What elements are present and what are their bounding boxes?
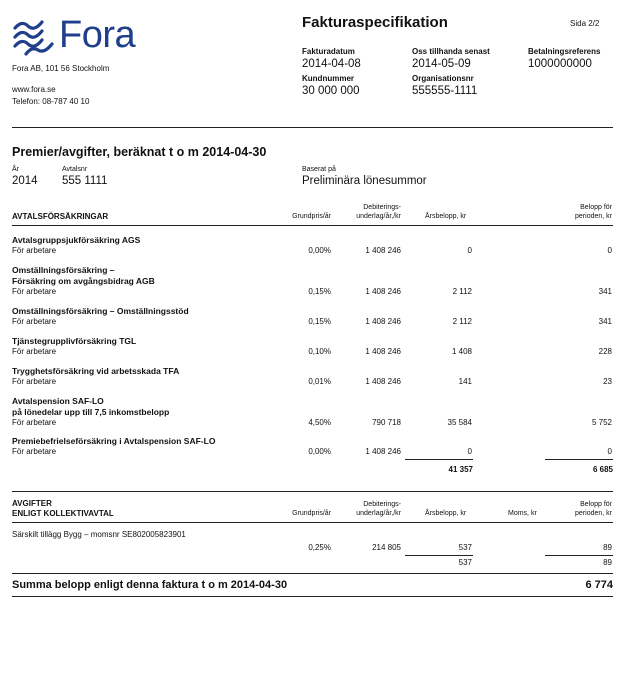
row-subtitle: För arbetare (12, 347, 57, 356)
row-subtitle: För arbetare (12, 287, 57, 296)
section2-title-2: ENLIGT KOLLEKTIVAVTAL (12, 509, 114, 518)
row-debit-basis: 1 408 246 (365, 447, 401, 456)
row-subtitle: För arbetare (12, 246, 57, 255)
page-number: Sida 2/2 (570, 19, 600, 28)
col-base-header: Grundpris/år (292, 213, 331, 220)
special-fee-title: Särskilt tillägg Bygg – momsnr SE802005823901 (12, 530, 186, 539)
col-year-header: Årsbelopp, kr (425, 510, 467, 517)
col-period-header-1: Belopp för (580, 204, 612, 211)
col-base-header: Grundpris/år (292, 510, 331, 517)
col-deb-header-2: underlag/år,/kr (356, 510, 401, 517)
row-title-line2: Försäkring om avgångsbidrag AGB (12, 276, 155, 286)
row-title-line2: på lönedelar upp till 7,5 inkomstbelopp (12, 407, 170, 417)
row-subtitle: För arbetare (12, 447, 57, 456)
total-underline (545, 555, 613, 556)
company-website: www.fora.se (12, 85, 56, 94)
row-subtitle: För arbetare (12, 418, 57, 427)
row-period-amount: 341 (598, 317, 612, 326)
row-period-amount: 23 (603, 377, 612, 386)
contract-label: Avtalsnr (62, 166, 88, 173)
special-fee-base: 0,25% (308, 543, 331, 552)
row-title: Avtalspension SAF-LO (12, 396, 104, 406)
section2-total-year: 537 (458, 558, 472, 567)
row-annual-amount: 35 584 (447, 418, 472, 427)
divider (12, 491, 613, 492)
row-title: Trygghetsförsäkring vid arbetsskada TFA (12, 366, 180, 376)
row-debit-basis: 1 408 246 (365, 317, 401, 326)
summary-value: 6 774 (585, 579, 613, 591)
row-debit-basis: 1 408 246 (365, 287, 401, 296)
row-base-price: 0,00% (308, 447, 331, 456)
due-date: 2014-05-09 (412, 58, 471, 70)
row-debit-basis: 1 408 246 (365, 377, 401, 386)
col-deb-header-1: Debiterings- (363, 204, 401, 211)
divider (12, 127, 613, 128)
invoice-date-label: Fakturadatum (302, 47, 355, 56)
section1-title: AVTALSFÖRSÄKRINGAR (12, 212, 109, 221)
row-subtitle: För arbetare (12, 317, 57, 326)
total-underline (545, 459, 613, 460)
row-title: Omställningsförsäkring – (12, 265, 115, 275)
divider (12, 596, 613, 597)
row-subtitle: För arbetare (12, 377, 57, 386)
row-annual-amount: 0 (467, 447, 472, 456)
company-address: Fora AB, 101 56 Stockholm (12, 64, 110, 73)
org-number: 555555-1111 (412, 85, 478, 97)
row-period-amount: 0 (607, 447, 612, 456)
based-on-value: Preliminära lönesummor (302, 175, 427, 187)
section2-title-1: AVGIFTER (12, 499, 52, 508)
customer-number: 30 000 000 (302, 85, 360, 97)
premiums-heading: Premier/avgifter, beräknat t o m 2014-04-30 (12, 145, 267, 159)
section2-total-period: 89 (603, 558, 612, 567)
divider (12, 522, 613, 523)
row-base-price: 4,50% (308, 418, 331, 427)
row-annual-amount: 2 112 (452, 287, 472, 296)
special-fee-period: 89 (603, 543, 612, 552)
special-fee-deb: 214 805 (372, 543, 401, 552)
customer-number-label: Kundnummer (302, 74, 354, 83)
row-title: Omställningsförsäkring – Omställningsstöd (12, 306, 189, 316)
year-label: År (12, 166, 19, 173)
contract-value: 555 1111 (62, 175, 108, 187)
divider (12, 573, 613, 574)
row-debit-basis: 790 718 (372, 418, 401, 427)
row-title: Tjänstegrupplivförsäkring TGL (12, 336, 137, 346)
section1-total-year: 41 357 (448, 465, 473, 474)
row-base-price: 0,15% (308, 317, 331, 326)
col-year-header: Årsbelopp, kr (425, 213, 467, 220)
payment-ref: 1000000000 (528, 58, 592, 70)
row-annual-amount: 0 (467, 246, 472, 255)
row-title: Avtalsgruppsjukförsäkring AGS (12, 235, 141, 245)
invoice-date: 2014-04-08 (302, 58, 361, 70)
row-base-price: 0,10% (308, 347, 331, 356)
row-annual-amount: 141 (458, 377, 472, 386)
logo-text: Fora (59, 14, 136, 56)
row-base-price: 0,00% (308, 246, 331, 255)
col-period-header-1: Belopp för (580, 501, 612, 508)
row-debit-basis: 1 408 246 (365, 246, 401, 255)
col-period-header-2: perioden, kr (575, 213, 612, 220)
col-deb-header-1: Debiterings- (363, 501, 401, 508)
row-annual-amount: 2 112 (452, 317, 472, 326)
col-period-header-2: perioden, kr (575, 510, 612, 517)
row-title: Premiebefrielseförsäkring i Avtalspension SAF-LO (12, 436, 216, 446)
row-debit-basis: 1 408 246 (365, 347, 401, 356)
row-period-amount: 341 (598, 287, 612, 296)
org-number-label: Organisationsnr (412, 74, 474, 83)
row-base-price: 0,15% (308, 287, 331, 296)
due-date-label: Oss tillhanda senast (412, 47, 490, 56)
row-period-amount: 5 752 (591, 418, 612, 427)
based-on-label: Baserat på (302, 166, 336, 173)
row-period-amount: 0 (607, 246, 612, 255)
company-phone: Telefon: 08-787 40 10 (12, 97, 90, 106)
divider (12, 225, 613, 226)
fora-logo-mark-icon (12, 16, 56, 56)
payment-ref-label: Betalningsreferens (528, 47, 601, 56)
total-underline (405, 555, 473, 556)
row-period-amount: 228 (598, 347, 612, 356)
special-fee-year: 537 (458, 543, 472, 552)
col-deb-header-2: underlag/år,/kr (356, 213, 401, 220)
col-vat-header: Moms, kr (508, 510, 537, 517)
year-value: 2014 (12, 175, 38, 187)
doc-title: Fakturaspecifikation (302, 14, 448, 31)
summary-label: Summa belopp enligt denna faktura t o m 2014-04-30 (12, 579, 288, 591)
total-underline (405, 459, 473, 460)
row-base-price: 0,01% (308, 377, 331, 386)
row-annual-amount: 1 408 (451, 347, 472, 356)
section1-total-period: 6 685 (592, 465, 613, 474)
